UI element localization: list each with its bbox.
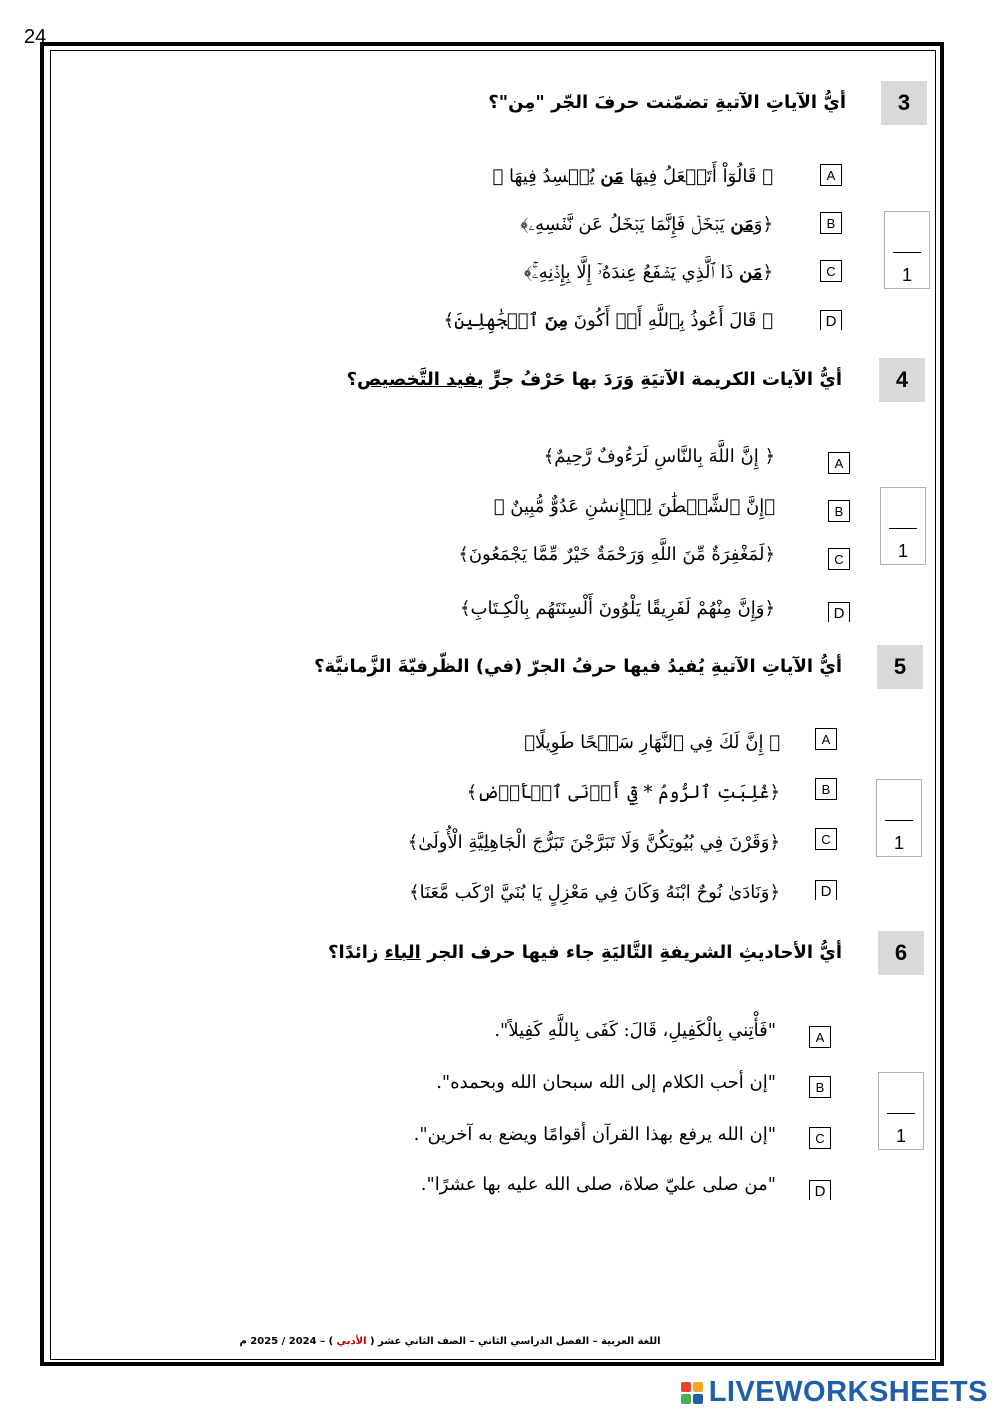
question-3-text: أيُّ الآياتِ الآتيةِ تضمّنت حرفَ الجّر "مِن"؟	[488, 92, 846, 113]
liveworksheets-logo-icon	[681, 1382, 703, 1404]
question-3-option-b-text: ﴿وَمَن يَبۡخَلۡ فَإِنَّمَا يَبۡخَلُ عَن نَّفۡسِهِۦ﴾	[520, 214, 773, 235]
question-3-score-box	[884, 211, 930, 289]
question-5-option-d-box[interactable]: D	[815, 880, 837, 900]
question-6-option-c-text: "إن الله يرفع بهذا القرآن أقوامًا ويضع به آخرين".	[413, 1124, 776, 1145]
question-6-score: 1	[895, 1126, 906, 1146]
question-6-option-a-box[interactable]: A	[809, 1026, 831, 1048]
question-5-score-box	[876, 779, 922, 857]
question-4-score: 1	[897, 541, 908, 561]
question-5-option-a-box[interactable]: A	[815, 728, 837, 750]
question-4-option-a-box[interactable]: A	[828, 452, 850, 474]
logo-square-1	[681, 1382, 691, 1392]
question-5-text: أيُّ الآياتِ الآتيةِ يُفيدُ فيها حرفُ الجرّ (في) الظّرفيّةَ الزَّمانيَّة؟	[314, 656, 842, 677]
question-6-option-d-text: "من صلى عليّ صلاة، صلى الله عليه بها عشرًا".	[420, 1174, 776, 1195]
question-6-option-c-box[interactable]: C	[809, 1127, 831, 1149]
question-5-option-b-text: ﴿غُلِبَتِ ٱلرُّومُ * فِيٓ أَدۡنَى ٱلۡأَرۡضِ﴾	[466, 782, 780, 803]
question-5-option-c-text: ﴿وَقَرْنَ فِي بُيُوتِكُنَّ وَلَا تَبَرَّجْنَ تَبَرُّجَ الْجَاهِلِيَّةِ الْأُولَىٰ﴾	[407, 832, 780, 853]
question-3-option-d-box[interactable]: D	[820, 310, 842, 330]
question-6-option-d-box[interactable]: D	[809, 1180, 831, 1200]
question-5-option-c-box[interactable]: C	[815, 828, 837, 850]
question-6-option-a-text: "فَأْتِني بِالْكَفِيلِ، قَالَ: كَفَى بِاللَّهِ كَفِيلاً".	[494, 1020, 776, 1041]
page-number: 24	[24, 26, 47, 48]
question-3-option-d-text: ﴿ قَالَ أَعُوذُ بِٱللَّهِ أَنۡ أَكُونَ مِنَ ٱلۡجَٰهِلِينَ﴾	[443, 310, 773, 331]
question-6-number: 6	[878, 931, 924, 975]
score-divider	[887, 1113, 915, 1114]
question-6-option-b-text: "إن أحب الكلام إلى الله سبحان الله وبحمده".	[436, 1072, 776, 1093]
question-3-option-c-box[interactable]: C	[820, 260, 842, 282]
question-3-option-b-box[interactable]: B	[820, 212, 842, 234]
logo-square-3	[681, 1394, 691, 1404]
footer-track: الأدبي	[336, 1336, 367, 1347]
question-5-option-a-text: ﴿ إِنَّ لَكَ فِي ٱلنَّهَارِ سَبۡحًا طَوِيلًا﴾	[524, 732, 780, 753]
question-4-number: 4	[879, 358, 925, 402]
question-5-option-d-text: ﴿وَنَادَىٰ نُوحٌ ابْنَهُ وَكَانَ فِي مَعْزِلٍ يَا بُنَيَّ ارْكَب مَّعَنَا﴾	[409, 882, 780, 903]
liveworksheets-brand	[681, 1376, 988, 1409]
question-5-option-b-box[interactable]: B	[815, 778, 837, 800]
question-4-option-c-box[interactable]: C	[828, 548, 850, 570]
logo-square-4	[693, 1394, 703, 1404]
question-4-score-box	[880, 487, 926, 565]
question-6-text: أيُّ الأحاديثِ الشريفةِ التَّاليَةِ جاء فيها حرف الجر الباء زائدًا؟	[328, 942, 842, 963]
score-divider	[885, 820, 913, 821]
page-footer: اللغة العربية – الفصل الدراسي الثاني – الصف الثاني عشر ( الأدبي ) – 2024 / 2025 م	[239, 1336, 661, 1347]
score-divider	[893, 252, 921, 253]
brand-name: LIVEWORKSHEETS	[708, 1376, 988, 1408]
question-4-text: أيُّ الآيات الكريمة الآتيَةِ وَرَدَ بها حَرْفُ جرٍّ يفيد التَّخصيص؟	[346, 369, 842, 390]
score-divider	[889, 528, 917, 529]
question-4-option-b-box[interactable]: B	[828, 500, 850, 522]
question-6-option-b-box[interactable]: B	[809, 1076, 831, 1098]
question-3-option-a-box[interactable]: A	[820, 164, 842, 186]
question-5-score: 1	[893, 833, 904, 853]
question-4-option-c-text: ﴿لَمَغْفِرَةٌ مِّنَ اللَّهِ وَرَحْمَةٌ خَيْرٌ مِّمَّا يَجْمَعُونَ﴾	[458, 544, 775, 565]
question-5-number: 5	[877, 645, 923, 689]
page-frame-inner	[50, 50, 936, 1360]
question-4-option-a-text: ﴿ إِنَّ اللَّهَ بِالنَّاسِ لَرَءُوفٌ رَّحِيمٌ﴾	[543, 446, 775, 467]
logo-square-2	[693, 1382, 703, 1392]
question-4-option-b-text: ﴿إِنَّ ٱلشَّيۡطَٰنَ لِلۡإِنسَٰنِ عَدُوٌّ مُّبِينٌ ﴾	[493, 496, 775, 517]
question-3-number: 3	[881, 81, 927, 125]
question-4-option-d-box[interactable]: D	[828, 602, 850, 622]
question-3-option-a-text: ﴿ قَالُوٓاْ أَتَجۡعَلُ فِيهَا مَن يُفۡسِدُ فِيهَا ﴾	[492, 166, 773, 187]
question-6-score-box	[878, 1072, 924, 1150]
question-3-option-c-text: ﴿مَن ذَا ٱلَّذِي يَشۡفَعُ عِندَهُۥٓ إِلَّا بِإِذۡنِهِۦۚ﴾	[523, 262, 773, 283]
question-4-option-d-text: ﴿وَإِنَّ مِنْهُمْ لَفَرِيقًا يَلْوُونَ أَلْسِنَتَهُم بِالْكِـتَابِ﴾	[460, 598, 775, 619]
question-3-score: 1	[901, 265, 912, 285]
